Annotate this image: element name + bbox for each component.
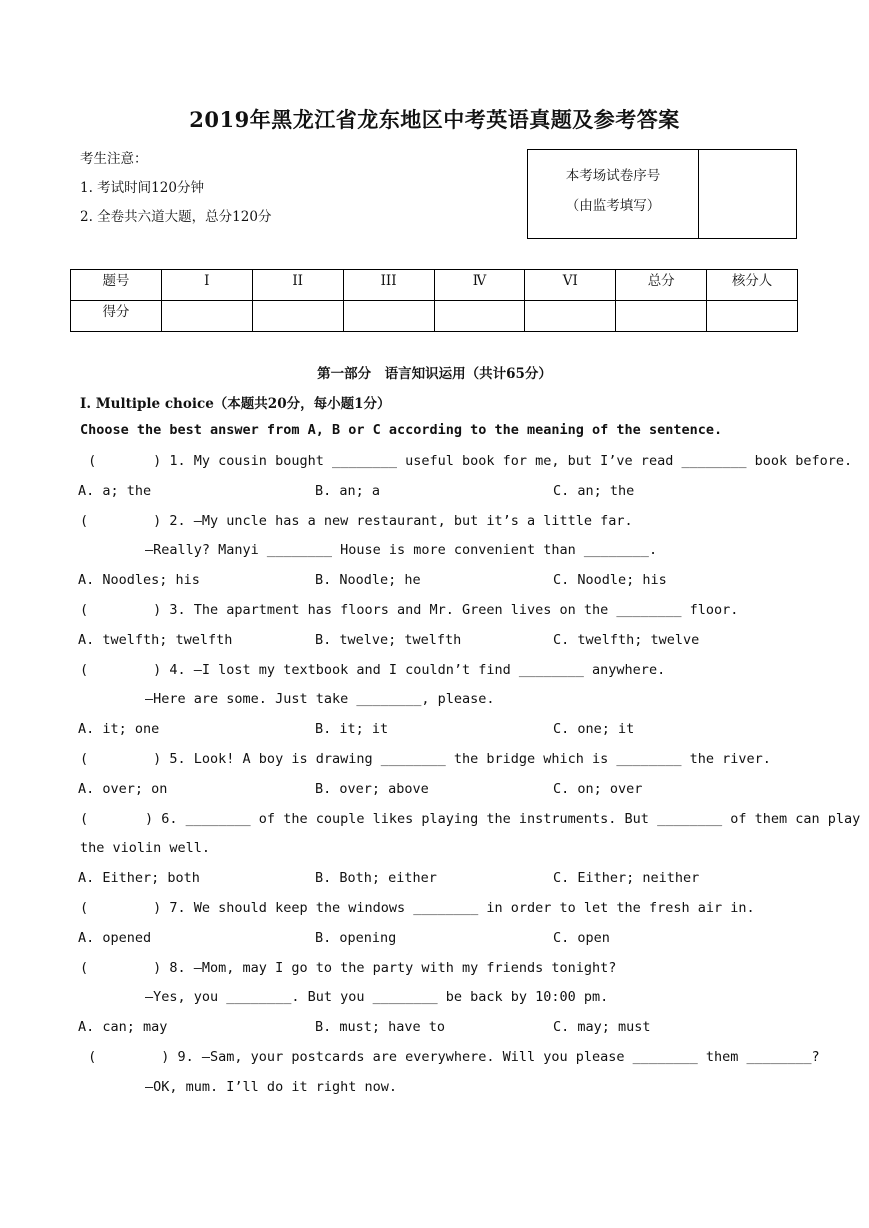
answer-option[interactable]: B. Noodle; he [315,572,421,589]
answer-option[interactable]: A. it; one [78,721,160,738]
note-item: 2. 全卷共六道大题，总分120分 [80,209,272,225]
part-heading: Ⅰ. Multiple choice（本题共20分，每小题1分） [80,396,391,412]
question-line: —OK, mum. I’ll do it right now. [80,1078,397,1095]
score-cell[interactable] [616,301,707,332]
answer-option[interactable]: C. may; must [553,1019,651,1036]
answer-option[interactable]: B. it; it [315,721,389,738]
score-table [70,269,798,332]
score-header-cell: 题号 [71,270,162,301]
notes-heading: 考生注意： [80,151,148,167]
serial-label [528,150,699,238]
score-cell[interactable] [252,301,343,332]
score-cell[interactable] [434,301,525,332]
section-title: 第一部分 语言知识运用（共计65分） [317,366,552,382]
serial-label-line1: 本考场试卷序号 [565,168,661,184]
score-cell[interactable] [707,301,798,332]
note-item: 1. 考试时间120分钟 [80,180,204,196]
answer-option[interactable]: C. Noodle; his [553,572,667,589]
answer-option[interactable]: B. twelve; twelfth [315,631,462,648]
answer-option[interactable]: C. open [553,929,610,946]
score-header-cell: III [343,270,434,301]
question-line: ( ) 8. —Mom, may I go to the party with my friends tonight? [80,959,617,976]
answer-option[interactable]: A. twelfth; twelfth [78,631,233,648]
question-line: ( ) 7. We should keep the windows ________ in order to let the fresh air in. [80,900,755,916]
score-header-cell: I [161,270,252,301]
question-line: —Here are some. Just take ________, please. [80,691,495,708]
question-line: ( ) 3. The apartment has floors and Mr. Green lives on the ________ floor. [80,602,739,618]
page-title: 2019年黑龙江省龙东地区中考英语真题及参考答案 [189,107,680,132]
answer-option[interactable]: C. on; over [553,780,643,797]
serial-label-line2: （由监考填写） [565,198,661,214]
answer-option[interactable]: A. over; on [78,780,168,797]
score-header-cell: VI [525,270,616,301]
score-header-cell: II [252,270,343,301]
part-instruction: Choose the best answer from A, B or C according to the meaning of the sentence. [80,422,723,438]
answer-option[interactable]: C. twelfth; twelve [553,631,700,648]
score-header-cell: 核分人 [707,270,798,301]
answer-option[interactable]: A. a; the [78,482,152,499]
score-row-label: 得分 [71,301,162,332]
answer-option[interactable]: B. must; have to [315,1019,446,1036]
score-header-cell: 总分 [616,270,707,301]
score-cell[interactable] [525,301,616,332]
answer-option[interactable]: A. Noodles; his [78,572,200,589]
question-line: ( ) 6. ________ of the couple likes playing the instruments. But ________ of them can play [80,810,861,827]
answer-option[interactable]: B. an; a [315,482,381,499]
score-table-score-row [71,301,798,332]
question-line: ( ) 9. —Sam, your postcards are everywhere. Will you please ________ them ________? [80,1049,820,1065]
answer-option[interactable]: C. Either; neither [553,870,700,887]
serial-blank-cell[interactable] [699,150,796,238]
answer-option[interactable]: C. one; it [553,721,635,738]
answer-option[interactable]: A. Either; both [78,870,200,887]
question-line: ( ) 2. —My uncle has a new restaurant, but it’s a little far. [80,512,633,529]
answer-option[interactable]: B. opening [315,929,397,946]
answer-option[interactable]: C. an; the [553,482,635,499]
question-line: —Really? Manyi ________ House is more convenient than ________. [80,542,658,559]
question-line: ( ) 5. Look! A boy is drawing ________ the bridge which is ________ the river. [80,751,771,767]
score-cell[interactable] [343,301,434,332]
score-cell[interactable] [161,301,252,332]
answer-option[interactable]: B. Both; either [315,870,437,887]
question-line: ( ) 4. —I lost my textbook and I couldn’t find ________ anywhere. [80,661,666,678]
question-line: —Yes, you ________. But you ________ be back by 10:00 pm. [80,989,609,1006]
exam-serial-box [527,149,797,239]
answer-option[interactable]: A. can; may [78,1019,168,1036]
score-table-header-row [71,270,798,301]
answer-option[interactable]: A. opened [78,929,152,946]
candidate-notes [80,150,271,237]
answer-option[interactable]: B. over; above [315,780,429,797]
score-header-cell: Ⅳ [434,270,525,301]
question-line: ( ) 1. My cousin bought ________ useful book for me, but I’ve read ________ book before. [80,453,853,469]
question-line: the violin well. [80,840,211,857]
